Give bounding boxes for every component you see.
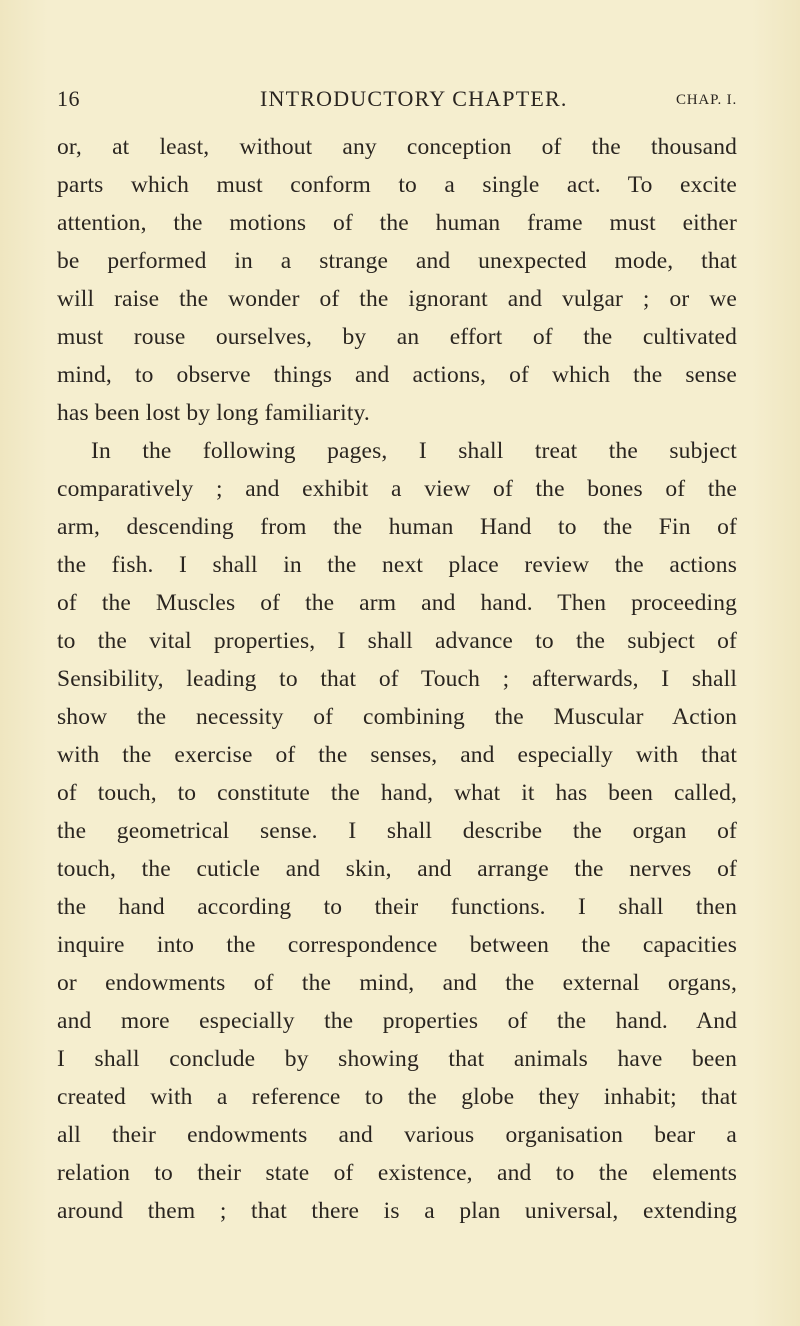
text-line: or, at least, without any conception of the thousand bbox=[57, 134, 737, 160]
text-line: I shall conclude by showing that animals have been bbox=[57, 1046, 737, 1072]
text-line: and more especially the properties of the hand. And bbox=[57, 1008, 737, 1034]
text-line: of the Muscles of the arm and hand. Then proceeding bbox=[57, 590, 737, 616]
text-line: created with a reference to the globe they inhabit; that bbox=[57, 1084, 737, 1110]
text-line: show the necessity of combining the Muscular Action bbox=[57, 704, 737, 730]
running-head bbox=[57, 86, 737, 116]
text-line: parts which must conform to a single act. To excite bbox=[57, 172, 737, 198]
text-line: will raise the wonder of the ignorant and vulgar ; or we bbox=[57, 286, 737, 312]
text-line: the fish. I shall in the next place review the actions bbox=[57, 552, 737, 578]
text-line: all their endowments and various organisation bear a bbox=[57, 1122, 737, 1148]
text-line: the hand according to their functions. I shall then bbox=[57, 894, 737, 920]
text-line: the geometrical sense. I shall describe the organ of bbox=[57, 818, 737, 844]
text-line: of touch, to constitute the hand, what it has been called, bbox=[57, 780, 737, 806]
text-line: Sensibility, leading to that of Touch ; afterwards, I shall bbox=[57, 666, 737, 692]
text-line: touch, the cuticle and skin, and arrange the nerves of bbox=[57, 856, 737, 882]
text-line: arm, descending from the human Hand to the Fin of bbox=[57, 514, 737, 540]
text-line: around them ; that there is a plan universal, extending bbox=[57, 1198, 737, 1224]
text-line: mind, to observe things and actions, of which the sense bbox=[57, 362, 737, 388]
text-line: be performed in a strange and unexpected mode, that bbox=[57, 248, 737, 274]
text-line: has been lost by long familiarity. bbox=[57, 400, 370, 426]
text-line: with the exercise of the senses, and especially with that bbox=[57, 742, 737, 768]
text-line: inquire into the correspondence between the capacities bbox=[57, 932, 737, 958]
body-text bbox=[57, 128, 737, 1230]
text-line: or endowments of the mind, and the external organs, bbox=[57, 970, 737, 996]
text-line: attention, the motions of the human frame must either bbox=[57, 210, 737, 236]
text-line: comparatively ; and exhibit a view of the bones of the bbox=[57, 476, 737, 502]
text-line: must rouse ourselves, by an effort of the cultivated bbox=[57, 324, 737, 350]
text-line: to the vital properties, I shall advance to the subject of bbox=[57, 628, 737, 654]
chapter-title: INTRODUCTORY CHAPTER. bbox=[260, 86, 568, 111]
page-number: 16 bbox=[57, 86, 80, 111]
text-line: relation to their state of existence, and to the elements bbox=[57, 1160, 737, 1186]
chapter-label: CHAP. I. bbox=[676, 92, 737, 108]
paragraph-start-line: In the following pages, I shall treat the subject bbox=[91, 438, 737, 464]
